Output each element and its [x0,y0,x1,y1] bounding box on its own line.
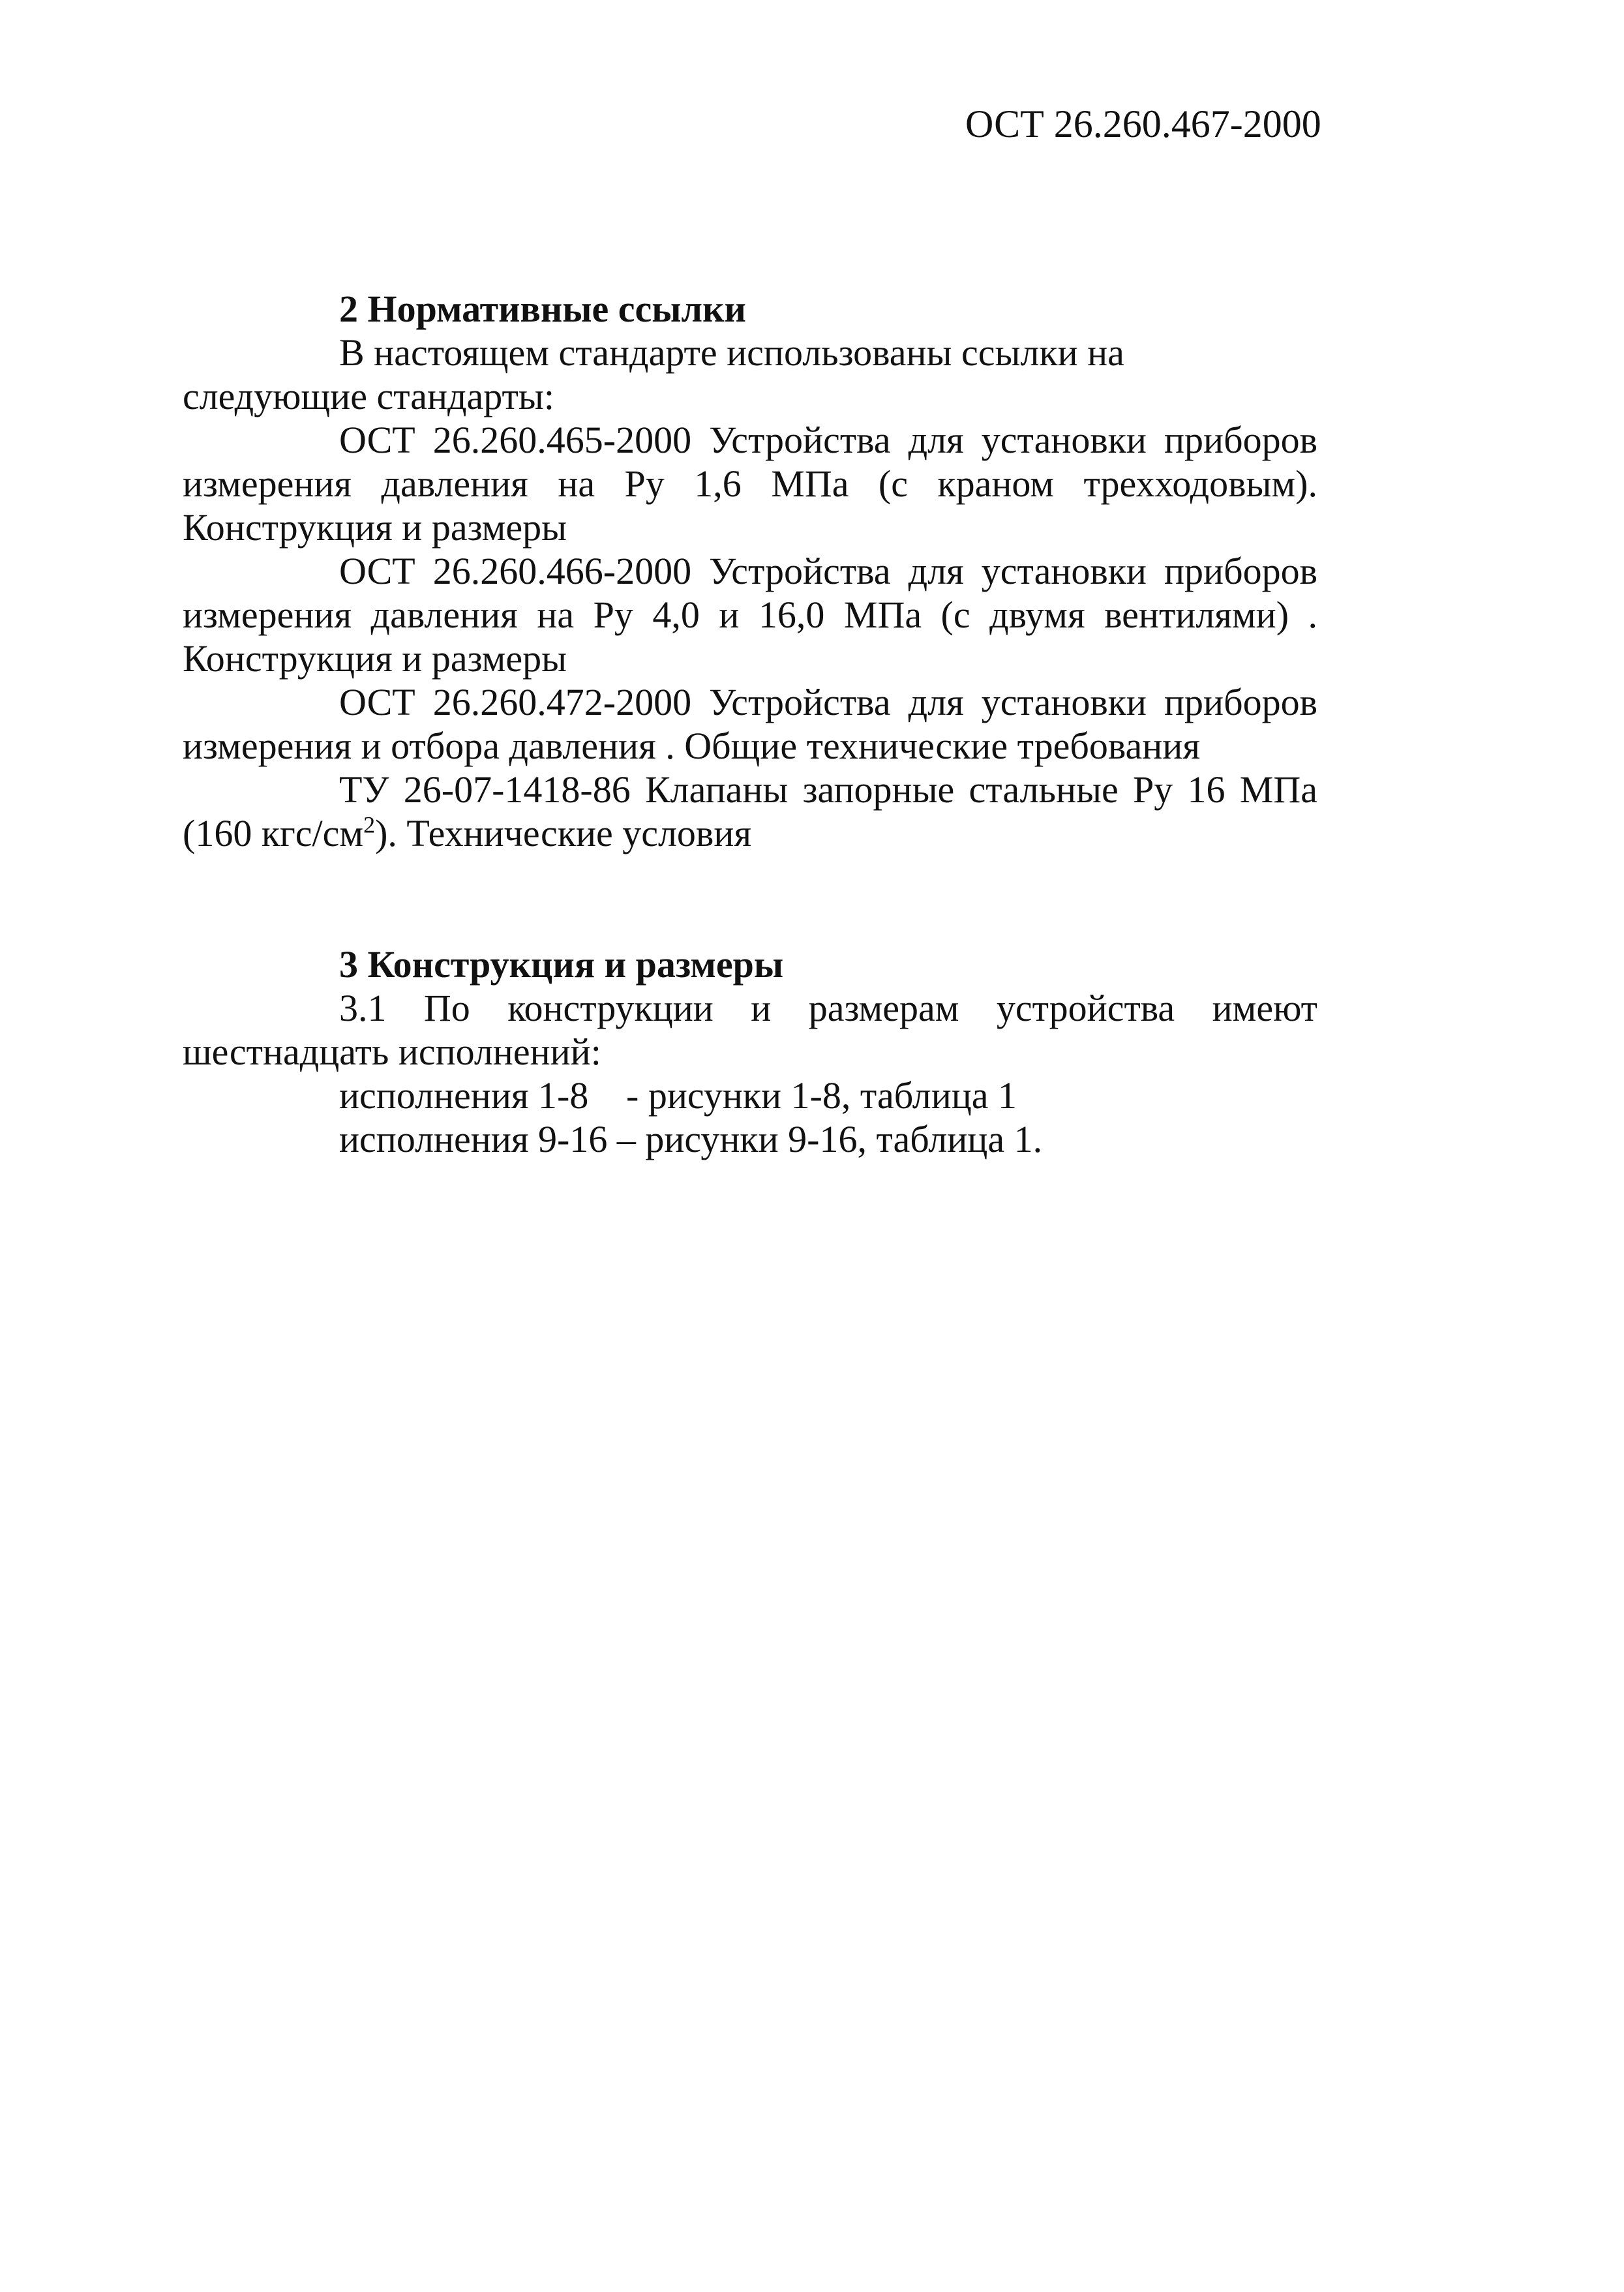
variant-label: исполнения 9-16 [339,1118,608,1160]
reference-item: ОСТ 26.260.466-2000 Устройства для установки приборов измерения давления на Ру 4,0 и 16,0 МПа (с двумя вентилями) . Конструкция и размеры [183,550,1317,680]
section-2-intro: В настоящем стандарте использованы ссылки на следующие стандарты: [183,331,1124,417]
document-code: ОСТ 26.260.467-2000 [965,102,1321,145]
variant-figures: – рисунки 9-16, таблица 1. [616,1118,1043,1160]
section-gap [183,855,1317,942]
variant-line [339,1074,1317,1117]
section-3-paragraph: 3.1 По конструкции и размерам устройства имеют шестнадцать исполнений: [183,987,1317,1073]
variant-figures: - рисунки 1-8, таблица 1 [626,1074,1017,1117]
variant-line [339,1117,1317,1161]
variant-label: исполнения 1-8 [339,1074,589,1117]
document-body [183,287,1317,1161]
reference-item-tu [183,768,1317,855]
tu-reference-superscript: 2 [363,811,376,838]
section-2-heading: 2 Нормативные ссылки [339,288,746,330]
tu-reference-tail: ). Технические условия [375,812,752,854]
tu-reference-main: ТУ 26-07-1418-86 Клапаны запорные стальные Ру 16 МПа (160 кгс/см [183,768,1317,854]
reference-item: ОСТ 26.260.465-2000 Устройства для установки приборов измерения давления на Ру 1,6 МПа (с краном трехходовым). Конструкция и размеры [183,419,1317,549]
reference-item: ОСТ 26.260.472-2000 Устройства для установки приборов измерения и отбора давления . Общие технические требования [183,681,1317,767]
section-3-heading: 3 Конструкция и размеры [339,943,784,986]
